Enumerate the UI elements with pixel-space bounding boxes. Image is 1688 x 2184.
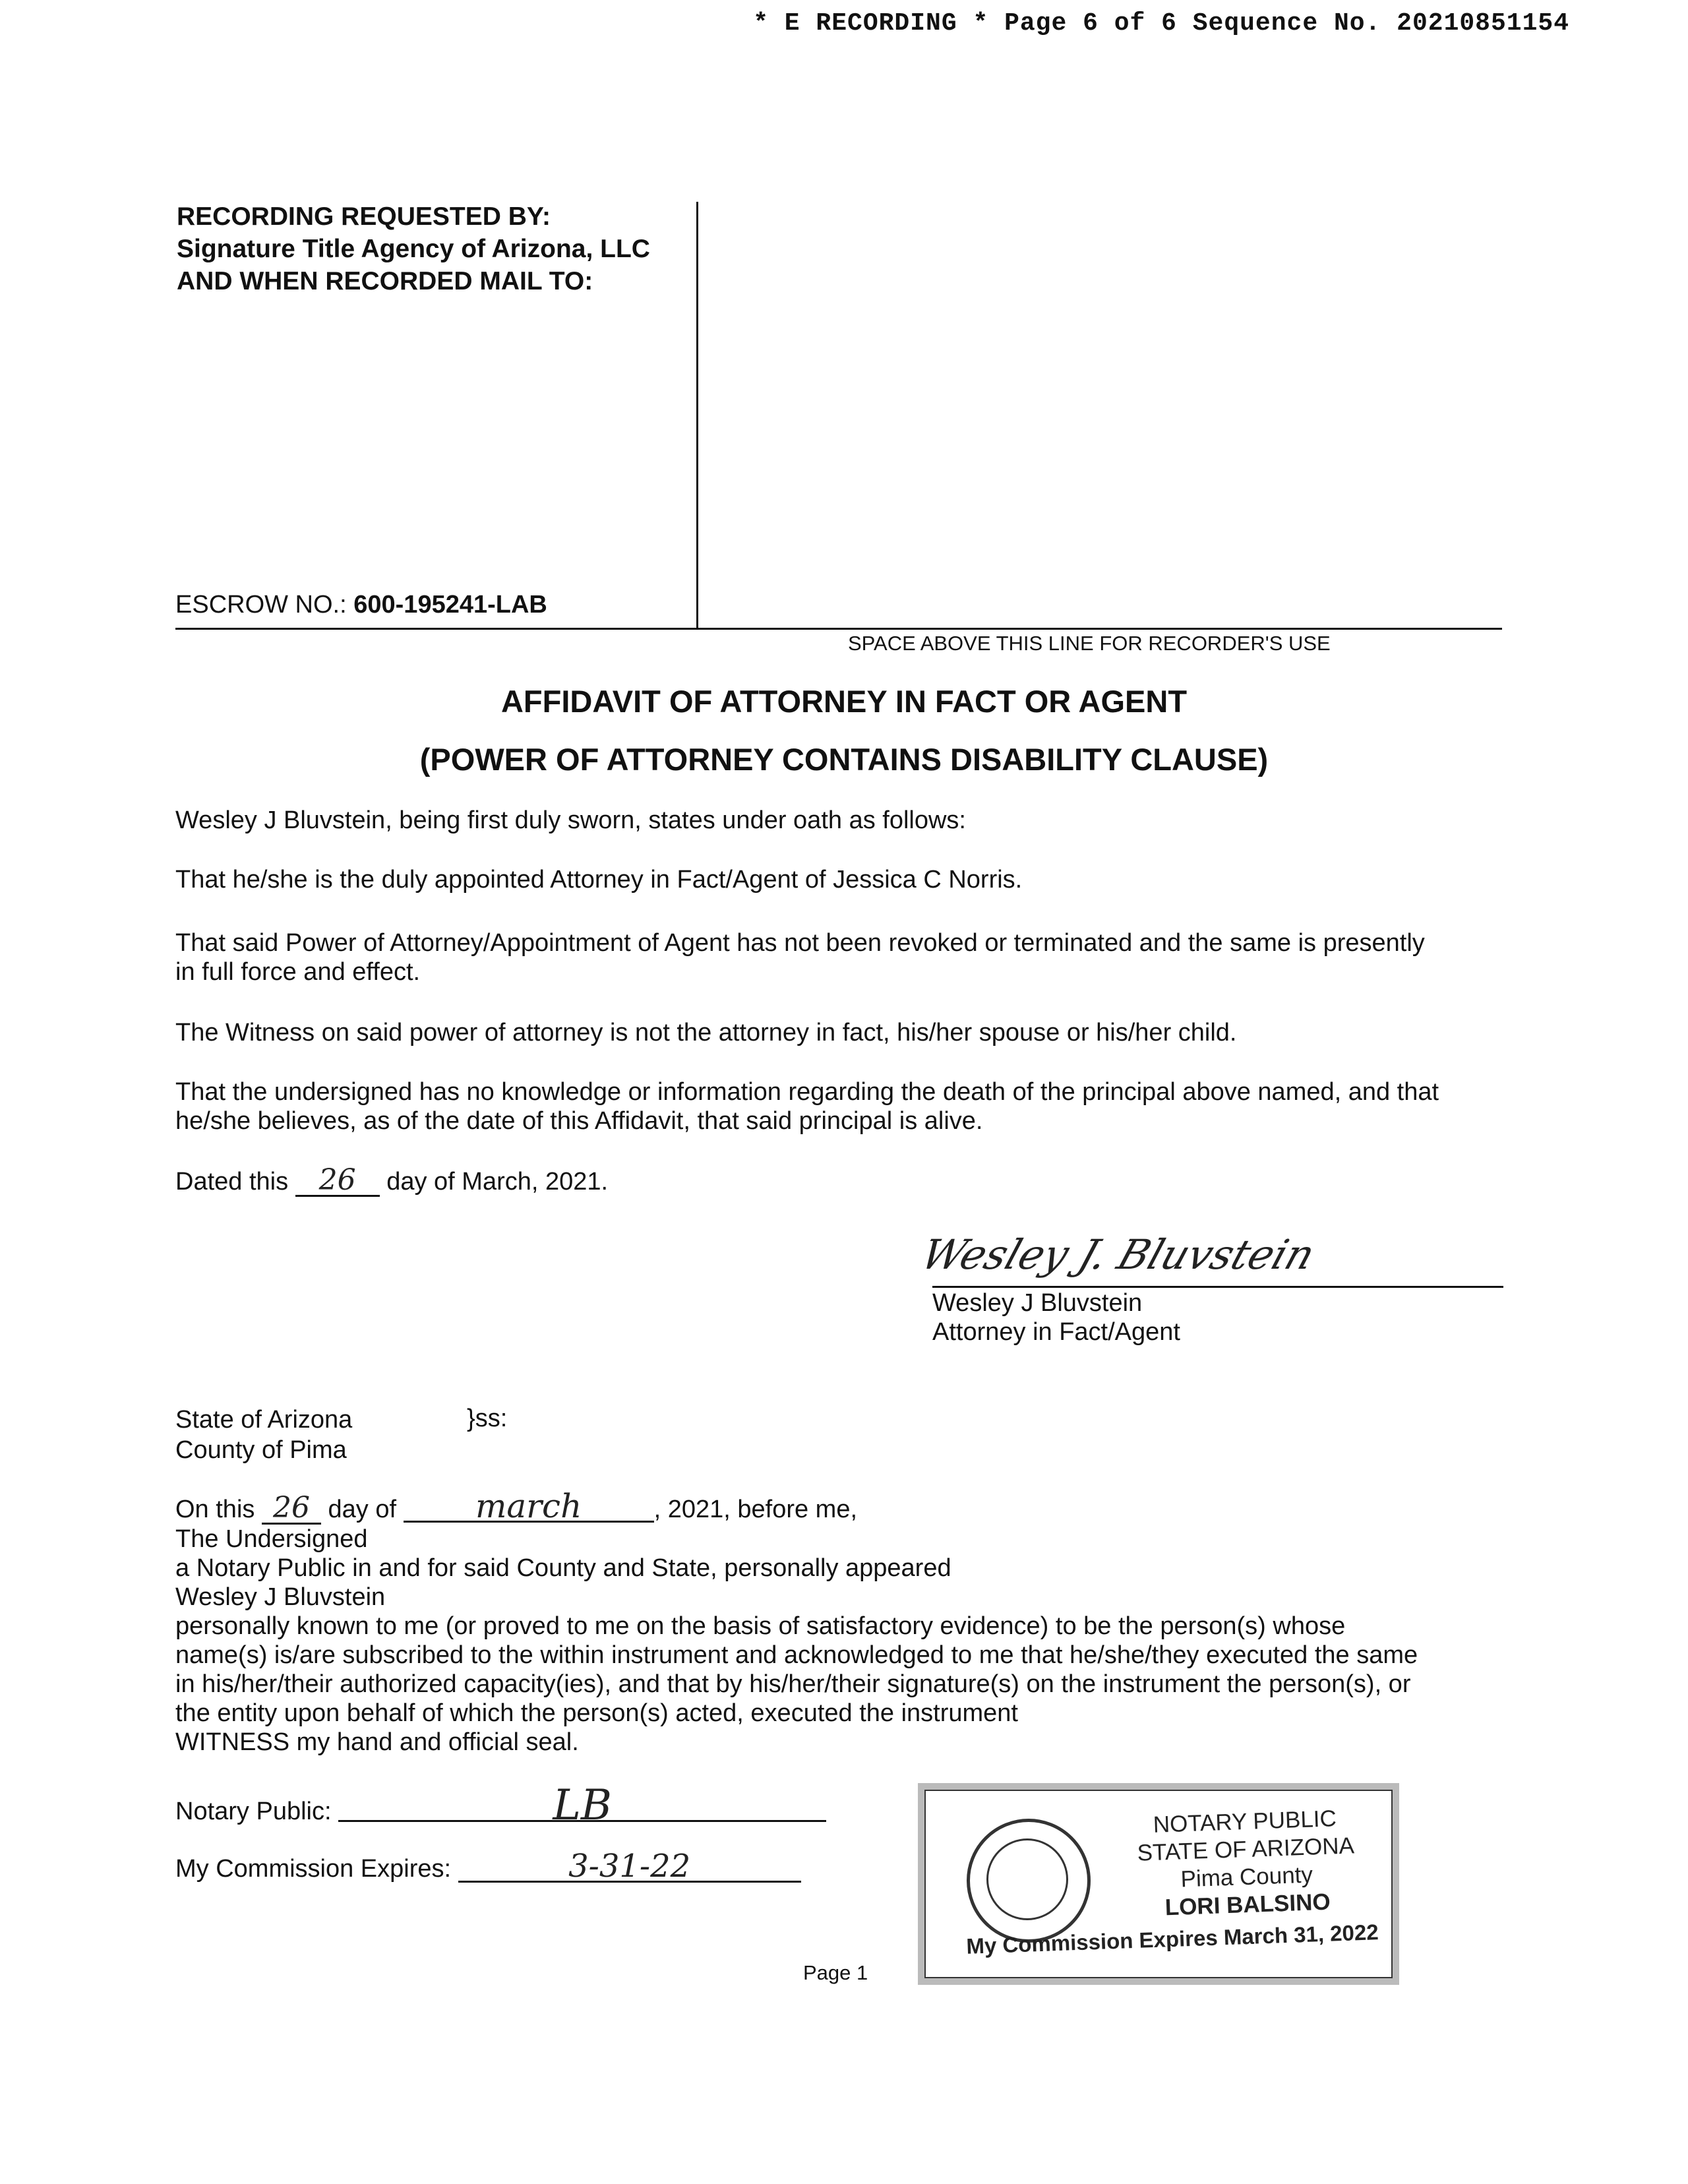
stamp-notary-name: LORI BALSINO [1164, 1889, 1331, 1921]
stamp-notary-public: NOTARY PUBLIC [1153, 1805, 1337, 1838]
ack-on-prefix: On this [175, 1496, 255, 1523]
venue-state: State of Arizona [175, 1406, 353, 1434]
signer-role: Attorney in Fact/Agent [932, 1318, 1180, 1346]
signer-block [932, 1289, 1180, 1347]
paragraph-witness: The Witness on said power of attorney is not the attorney in fact, his/her spouse or his/her child. [175, 1019, 1237, 1046]
paragraph-knowledge-line1: That the undersigned has no knowledge or information regarding the death of the principal above named, and that [175, 1078, 1439, 1106]
paragraph-knowledge-line2: he/she believes, as of the date of this Affidavit, that said principal is alive. [175, 1107, 983, 1135]
paragraph-not-revoked-line1: That said Power of Attorney/Appointment of Agent has not been revoked or terminated and the same is presently [175, 929, 1425, 957]
paragraph-appointed: That he/she is the duly appointed Attorney in Fact/Agent of Jessica C Norris. [175, 866, 1023, 894]
recording-requested-block [177, 200, 650, 297]
ack-day-handwritten: 26 [262, 1494, 321, 1525]
document-subtitle: (POWER OF ATTORNEY CONTAINS DISABILITY CLAUSE) [419, 742, 1269, 777]
page-number: Page 1 [803, 1961, 868, 1984]
recording-requester: Signature Title Agency of Arizona, LLC [177, 235, 650, 263]
recorder-use-note: SPACE ABOVE THIS LINE FOR RECORDER'S USE [848, 632, 1331, 655]
ack-body-line2: name(s) is/are subscribed to the within instrument and acknowledged to me that he/she/they executed the same [175, 1641, 1418, 1669]
ack-day-of: day of [328, 1496, 397, 1523]
recorder-box-divider [696, 202, 698, 628]
ack-year-suffix: , 2021, before me, [653, 1496, 858, 1523]
document-title: AFFIDAVIT OF ATTORNEY IN FACT OR AGENT [500, 684, 1188, 719]
ack-body-line1: personally known to me (or proved to me on the basis of satisfactory evidence) to be the person(s) whose [175, 1612, 1346, 1640]
stamp-commission-expires: My Commission Expires March 31, 2022 [965, 1920, 1379, 1958]
escrow-label: ESCROW NO.: [175, 591, 347, 619]
recording-header: * E RECORDING * Page 6 of 6 Sequence No. 20210851154 [753, 9, 1569, 38]
ack-appeared-name: Wesley J Bluvstein [175, 1583, 386, 1611]
recorder-line [175, 628, 1502, 630]
recording-requested-label: RECORDING REQUESTED BY: [177, 202, 551, 231]
signer-name: Wesley J Bluvstein [932, 1289, 1143, 1317]
ack-witness-line: WITNESS my hand and official seal. [175, 1728, 579, 1756]
dated-day-handwritten: 26 [295, 1166, 380, 1197]
notary-signature: LB [338, 1791, 826, 1822]
mail-to-label: AND WHEN RECORDED MAIL TO: [177, 267, 593, 295]
venue-ss: }ss: [467, 1405, 508, 1432]
acknowledgment-block [175, 1487, 1502, 1757]
stamp-state: STATE OF ARIZONA [1137, 1833, 1355, 1866]
venue-county: County of Pima [175, 1436, 347, 1464]
paragraph-not-revoked-line2: in full force and effect. [175, 958, 421, 986]
ack-body-line4: the entity upon behalf of which the person(s) acted, executed the instrument [175, 1699, 1018, 1727]
paragraph-knowledge [175, 1077, 1502, 1136]
dated-line [175, 1163, 1502, 1197]
ack-notary-statement: a Notary Public in and for said County and State, personally appeared [175, 1554, 951, 1582]
stamp-text-block [1112, 1804, 1380, 1924]
signature-line [932, 1286, 1503, 1288]
paragraph-not-revoked [175, 928, 1502, 986]
escrow-number [175, 591, 547, 619]
escrow-value: 600-195241-LAB [353, 591, 547, 619]
dated-prefix: Dated this [175, 1168, 289, 1196]
ack-undersigned: The Undersigned [175, 1525, 368, 1553]
venue-block [175, 1405, 352, 1465]
ack-month-handwritten: march [404, 1492, 654, 1523]
dated-suffix: day of March, 2021. [386, 1168, 609, 1196]
attorney-signature: Wesley J. Bluvstein [915, 1230, 1321, 1279]
notary-public-label: Notary Public: [175, 1798, 332, 1825]
arizona-seal-inner-icon [986, 1838, 1068, 1920]
stamp-county: Pima County [1180, 1862, 1313, 1893]
commission-expires-line [175, 1848, 801, 1885]
commission-expires-label: My Commission Expires: [175, 1855, 452, 1883]
ack-body-line3: in his/her/their authorized capacity(ies), and that by his/her/their signature(s) on the instrument the person(s), or [175, 1670, 1411, 1698]
ack-date-line [175, 1487, 1502, 1525]
notary-public-line [175, 1781, 826, 1830]
commission-expires-handwritten: 3-31-22 [458, 1852, 801, 1883]
paragraph-sworn: Wesley J Bluvstein, being first duly sworn, states under oath as follows: [175, 806, 966, 834]
